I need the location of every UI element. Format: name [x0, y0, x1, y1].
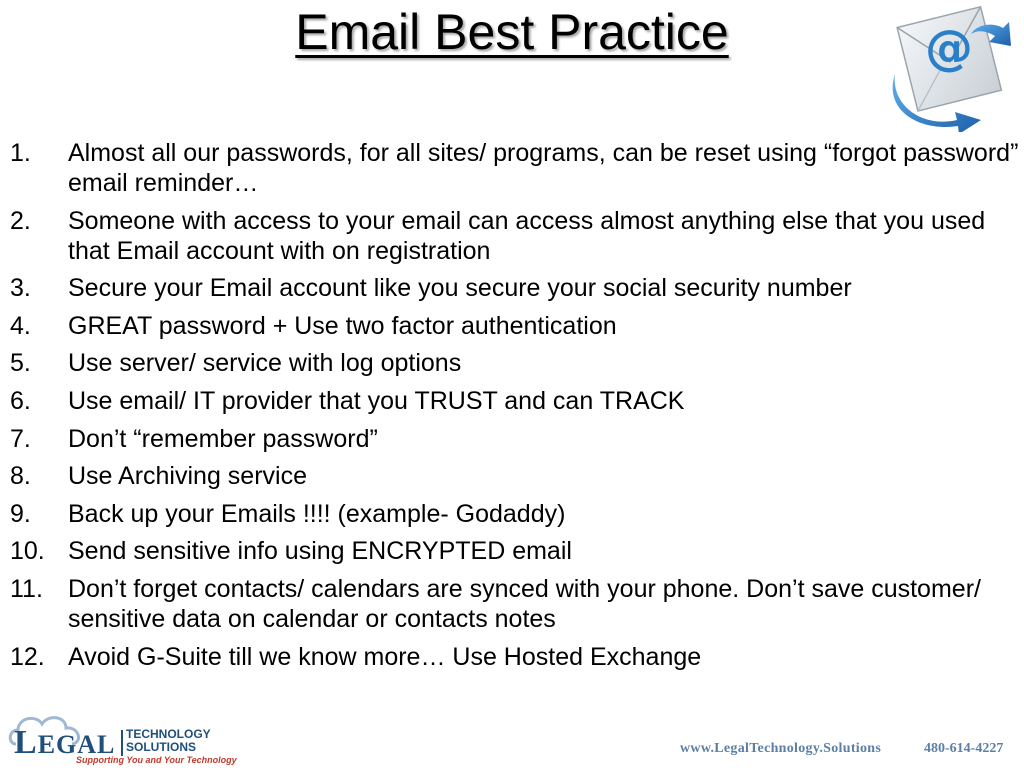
item-number: 1.: [10, 139, 31, 167]
item-text: Use server/ service with log options: [68, 349, 462, 378]
footer-phone: 480-614-4227: [924, 741, 1004, 756]
item-number: 6.: [10, 386, 31, 415]
item-text: Almost all our passwords, for all sites/ programs, can be reset using “forgot password” email reminder…: [68, 139, 1019, 197]
item-text: Send sensitive info using ENCRYPTED email: [68, 537, 572, 566]
list-item: [0, 536, 1022, 566]
item-number: 2.: [10, 206, 31, 235]
item-text: Use Archiving service: [68, 462, 307, 491]
item-number: 12.: [10, 642, 45, 671]
list-item: [0, 311, 1022, 341]
item-number: 9.: [10, 499, 31, 528]
list-item: [0, 206, 1022, 266]
list-item: [0, 499, 1022, 529]
slide-title: Email Best Practice: [295, 4, 729, 60]
list-item: [0, 574, 1022, 634]
item-text: Don’t “remember password”: [68, 424, 378, 453]
logo-subtitle-line2: SOLUTIONS: [126, 740, 197, 754]
item-text: Use email/ IT provider that you TRUST and can TRACK: [68, 386, 685, 415]
item-text: Avoid G-Suite till we know more… Use Hosted Exchange: [68, 642, 702, 671]
logo-wordmark-rest: EGAL: [37, 730, 116, 759]
logo-subtitle-line1: TECHNOLOGY: [126, 727, 211, 741]
list-item: [0, 138, 1022, 198]
practice-list: [0, 138, 1022, 679]
company-logo: [0, 708, 240, 768]
item-text: Back up your Emails !!!! (example- Godaddy): [68, 499, 566, 528]
footer-website: www.LegalTechnology.Solutions: [680, 741, 882, 756]
list-item: [0, 461, 1022, 491]
item-text: Someone with access to your email can access almost anything else that you used that Email account with on registration: [68, 206, 986, 265]
item-number: 3.: [10, 274, 31, 303]
logo-subtitle: [126, 728, 211, 754]
item-number: 5.: [10, 349, 31, 378]
item-number: 7.: [10, 424, 31, 453]
list-item: [0, 424, 1022, 454]
item-number: 11.: [10, 574, 43, 603]
logo-tagline: Supporting You and Your Technology: [76, 755, 237, 765]
list-item: [0, 348, 1022, 378]
svg-text:@: @: [925, 20, 973, 76]
item-text: GREAT password + Use two factor authentication: [68, 311, 617, 340]
logo-divider: [121, 730, 123, 756]
item-number: 4.: [10, 311, 31, 340]
item-number: 10.: [10, 537, 45, 566]
list-item: [0, 642, 1022, 672]
item-text: Secure your Email account like you secure your social security number: [68, 274, 852, 303]
list-item: [0, 273, 1022, 303]
email-at-icon: [885, 2, 1013, 132]
item-text: Don’t forget contacts/ calendars are synced with your phone. Don’t save customer/ sensitive data on calendar or contacts notes: [68, 574, 981, 633]
logo-wordmark-first: L: [14, 724, 38, 761]
list-item: [0, 386, 1022, 416]
item-number: 8.: [10, 462, 31, 491]
